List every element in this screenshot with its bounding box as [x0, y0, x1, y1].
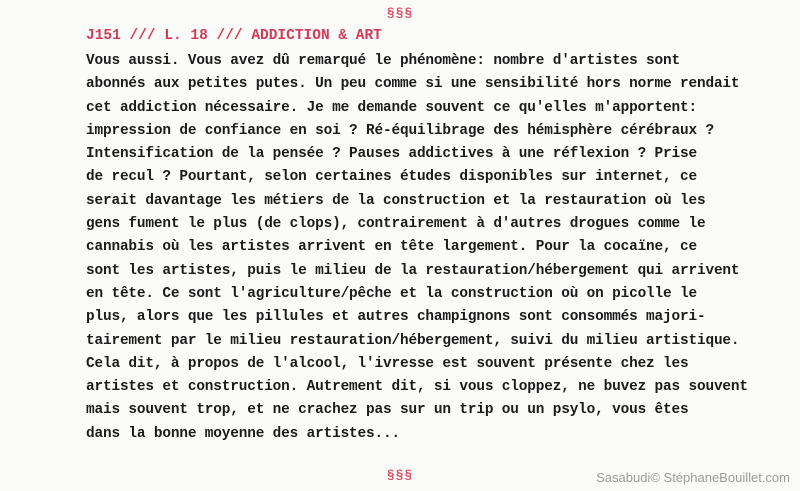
text-line: sont les artistes, puis le milieu de la restauration/hébergement qui arrivent: [86, 262, 740, 279]
text-line: cet addiction nécessaire. Je me demande souvent ce qu'elles m'apportent:: [86, 99, 697, 116]
text-line: artistes et construction. Autrement dit, si vous cloppez, ne buvez pas souvent: [86, 379, 748, 396]
text-line: dans la bonne moyenne des artistes...: [86, 425, 400, 442]
text-line: Cela dit, à propos de l'alcool, l'ivresse est souvent présente chez les: [86, 355, 689, 372]
text-line: mais souvent trop, et ne crachez pas sur un trip ou un psylo, vous êtes: [86, 402, 689, 419]
page-heading: J151 /// L. 18 /// ADDICTION & ART: [86, 28, 382, 44]
text-line: Intensification de la pensée ? Pauses addictives à une réflexion ? Prise: [86, 146, 697, 163]
text-line: serait davantage les métiers de la construction et la restauration où les: [86, 192, 706, 209]
text-line: abonnés aux petites putes. Un peu comme si une sensibilité hors norme rendait: [86, 76, 740, 93]
text-line: tairement par le milieu restauration/hébergement, suivi du milieu artistique.: [86, 332, 740, 349]
section-mark-top: §§§: [386, 6, 414, 21]
text-line: de recul ? Pourtant, selon certaines études disponibles sur internet, ce: [86, 169, 697, 186]
section-mark-bottom: §§§: [386, 468, 414, 483]
text-line: plus, alors que les pillules et autres champignons sont consommés majori-: [86, 309, 706, 326]
typewritten-body: [86, 50, 786, 446]
text-line: en tête. Ce sont l'agriculture/pêche et la construction où on picolle le: [86, 285, 697, 302]
text-line: impression de confiance en soi ? Ré-équilibrage des hémisphère cérébraux ?: [86, 122, 714, 139]
copyright-credit: Sasabudi© StéphaneBouillet.com: [596, 470, 790, 485]
text-line: Vous aussi. Vous avez dû remarqué le phénomène: nombre d'artistes sont: [86, 53, 681, 69]
text-line: gens fument le plus (de clops), contrairement à d'autres drogues comme le: [86, 216, 706, 233]
text-line: cannabis où les artistes arrivent en tête largement. Pour la cocaïne, ce: [86, 239, 697, 256]
